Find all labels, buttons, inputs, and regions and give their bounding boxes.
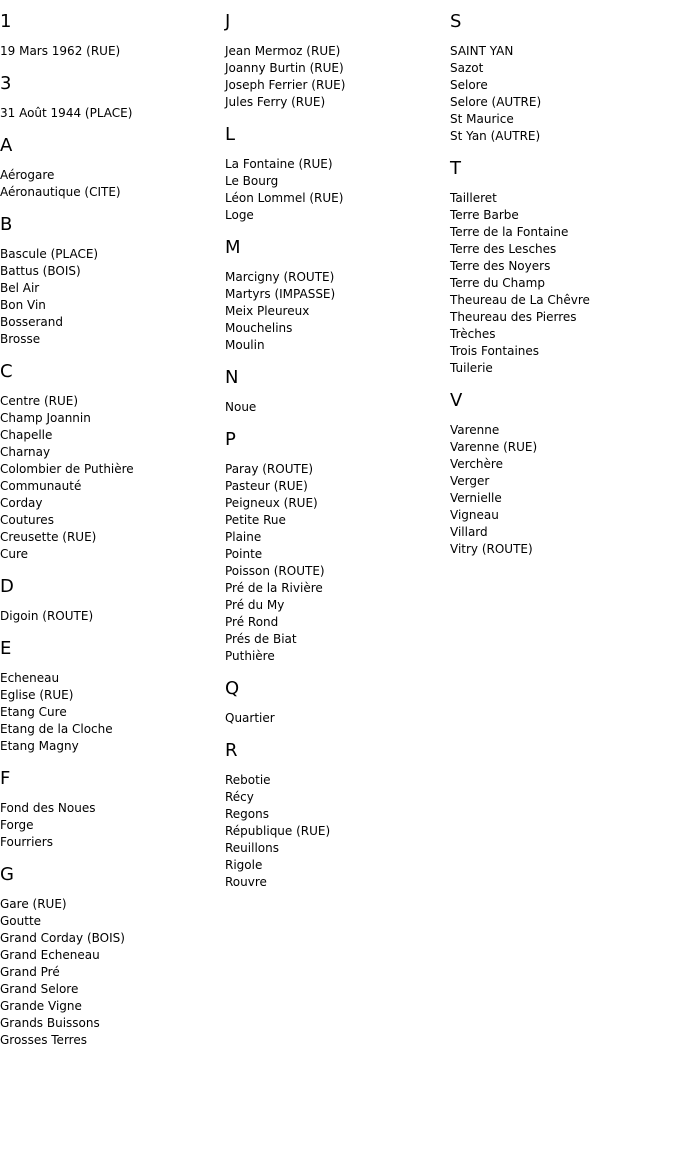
street-name: Battus (BOIS) [0,264,81,278]
letter-heading: R [225,740,238,761]
street-name: Regons [225,807,269,821]
street-list [225,772,445,891]
letter-group [225,677,445,727]
letter-group [450,10,670,145]
letter-heading: A [0,135,13,156]
letter-group [0,863,220,1049]
street-list [0,246,220,348]
street-name: Etang Magny [0,739,79,753]
letter-heading: J [225,11,231,32]
street-name: Theureau des Pierres [450,310,577,324]
street-name: Creusette (RUE) [0,530,97,544]
street-name: Brosse [0,332,41,346]
street-name: Grands Buissons [0,1016,100,1030]
street-name: Forge [0,818,34,832]
street-list [450,43,670,145]
letter-heading: V [450,390,463,411]
street-list [450,422,670,558]
street-list [0,670,220,755]
letter-heading: C [0,361,13,382]
street-list [225,43,445,111]
street-name: Bon Vin [0,298,46,312]
street-name: La Fontaine (RUE) [225,157,333,171]
street-name: Champ Joannin [0,411,91,425]
street-name: Rigole [225,858,263,872]
street-name: Fourriers [0,835,53,849]
street-name: Joanny Burtin (RUE) [225,61,344,75]
street-name: Marcigny (ROUTE) [225,270,335,284]
letter-group [450,157,670,377]
street-name: Le Bourg [225,174,279,188]
street-name: St Maurice [450,112,514,126]
letter-group [225,366,445,416]
street-name: SAINT YAN [450,44,514,58]
street-name: Bosserand [0,315,63,329]
street-name: Loge [225,208,254,222]
street-name: Trois Fontaines [450,344,540,358]
street-name: Tailleret [450,191,497,205]
street-name: Bascule (PLACE) [0,247,99,261]
street-name: Terre Barbe [450,208,519,222]
street-name: Verger [450,474,490,488]
street-name: Grande Vigne [0,999,82,1013]
street-name: Grosses Terres [0,1033,87,1047]
street-name: Digoin (ROUTE) [0,609,94,623]
street-name: Chapelle [0,428,53,442]
street-index-column-3 [450,10,670,570]
street-name: Centre (RUE) [0,394,79,408]
street-name: Récy [225,790,254,804]
letter-heading: P [225,429,236,450]
street-name: Pré de la Rivière [225,581,323,595]
street-name: Bel Air [0,281,40,295]
street-name: Grand Selore [0,982,79,996]
letter-group [225,236,445,354]
street-name: Vigneau [450,508,499,522]
street-name: Rouvre [225,875,267,889]
letter-heading: G [0,864,14,885]
street-name: Cure [0,547,29,561]
street-name: Tuilerie [450,361,493,375]
street-name: Peigneux (RUE) [225,496,318,510]
letter-heading: 1 [0,11,12,32]
letter-group [0,575,220,625]
street-name: Mouchelins [225,321,293,335]
street-name: Puthière [225,649,275,663]
street-name: Petite Rue [225,513,286,527]
street-name: Echeneau [0,671,60,685]
street-list [225,269,445,354]
letter-group [0,360,220,563]
street-name: Léon Lommel (RUE) [225,191,344,205]
street-list [450,190,670,377]
letter-group [0,72,220,122]
street-name: Grand Pré [0,965,60,979]
letter-group [225,123,445,224]
street-name: 31 Août 1944 (PLACE) [0,106,133,120]
street-index-column-2 [225,10,445,903]
street-name: Noue [225,400,257,414]
street-name: Selore [450,78,488,92]
street-list [0,43,220,60]
letter-heading: Q [225,678,240,699]
street-list [0,167,220,201]
street-name: Meix Pleureux [225,304,310,318]
street-name: Paray (ROUTE) [225,462,314,476]
street-list [0,608,220,625]
street-list [225,399,445,416]
street-name: Etang Cure [0,705,67,719]
letter-heading: E [0,638,12,659]
street-name: Villard [450,525,488,539]
letter-group [0,134,220,201]
street-name: Terre de la Fontaine [450,225,569,239]
letter-heading: 3 [0,73,12,94]
street-list [0,105,220,122]
street-name: St Yan (AUTRE) [450,129,541,143]
letter-group [450,389,670,558]
street-name: Corday [0,496,43,510]
street-name: Varenne [450,423,500,437]
street-name: Poisson (ROUTE) [225,564,325,578]
street-name: Selore (AUTRE) [450,95,542,109]
street-name: Aérogare [0,168,55,182]
street-name: Communauté [0,479,82,493]
street-name: Pasteur (RUE) [225,479,308,493]
street-list [0,800,220,851]
letter-heading: T [450,158,461,179]
letter-heading: D [0,576,14,597]
street-list [225,156,445,224]
street-list [225,461,445,665]
letter-group [0,213,220,348]
street-name: Eglise (RUE) [0,688,74,702]
street-name: Terre du Champ [450,276,545,290]
street-list [225,710,445,727]
street-name: Verchère [450,457,503,471]
street-name: Varenne (RUE) [450,440,538,454]
street-name: Fond des Noues [0,801,96,815]
street-name: Charnay [0,445,51,459]
street-name: République (RUE) [225,824,331,838]
street-name: Plaine [225,530,262,544]
street-name: Terre des Lesches [450,242,557,256]
street-name: Quartier [225,711,275,725]
street-name: Jules Ferry (RUE) [225,95,326,109]
street-name: Reuillons [225,841,279,855]
letter-group [0,767,220,851]
letter-group [0,10,220,60]
letter-heading: N [225,367,239,388]
street-name: Grand Corday (BOIS) [0,931,125,945]
street-name: Jean Mermoz (RUE) [225,44,341,58]
letter-group [225,10,445,111]
street-name: Pointe [225,547,263,561]
street-name: Moulin [225,338,265,352]
letter-heading: L [225,124,236,145]
letter-heading: M [225,237,241,258]
letter-group [225,739,445,891]
letter-heading: S [450,11,462,32]
street-name: Vernielle [450,491,502,505]
letter-group [0,637,220,755]
street-name: 19 Mars 1962 (RUE) [0,44,121,58]
street-name: Vitry (ROUTE) [450,542,533,556]
letter-heading: F [0,768,11,789]
street-name: Trèches [450,327,496,341]
street-name: Prés de Biat [225,632,297,646]
street-name: Pré Rond [225,615,279,629]
street-name: Coutures [0,513,54,527]
street-name: Joseph Ferrier (RUE) [225,78,346,92]
street-name: Sazot [450,61,484,75]
street-name: Goutte [0,914,42,928]
street-name: Colombier de Puthière [0,462,134,476]
letter-group [225,428,445,665]
street-list [0,896,220,1049]
street-index-column-1 [0,10,220,1061]
street-list [0,393,220,563]
letter-heading: B [0,214,13,235]
street-name: Theureau de La Chêvre [450,293,590,307]
street-name: Rebotie [225,773,271,787]
street-name: Terre des Noyers [450,259,551,273]
street-name: Martyrs (IMPASSE) [225,287,336,301]
street-name: Grand Echeneau [0,948,100,962]
street-name: Gare (RUE) [0,897,67,911]
street-name: Etang de la Cloche [0,722,113,736]
street-name: Pré du My [225,598,285,612]
street-name: Aéronautique (CITE) [0,185,121,199]
